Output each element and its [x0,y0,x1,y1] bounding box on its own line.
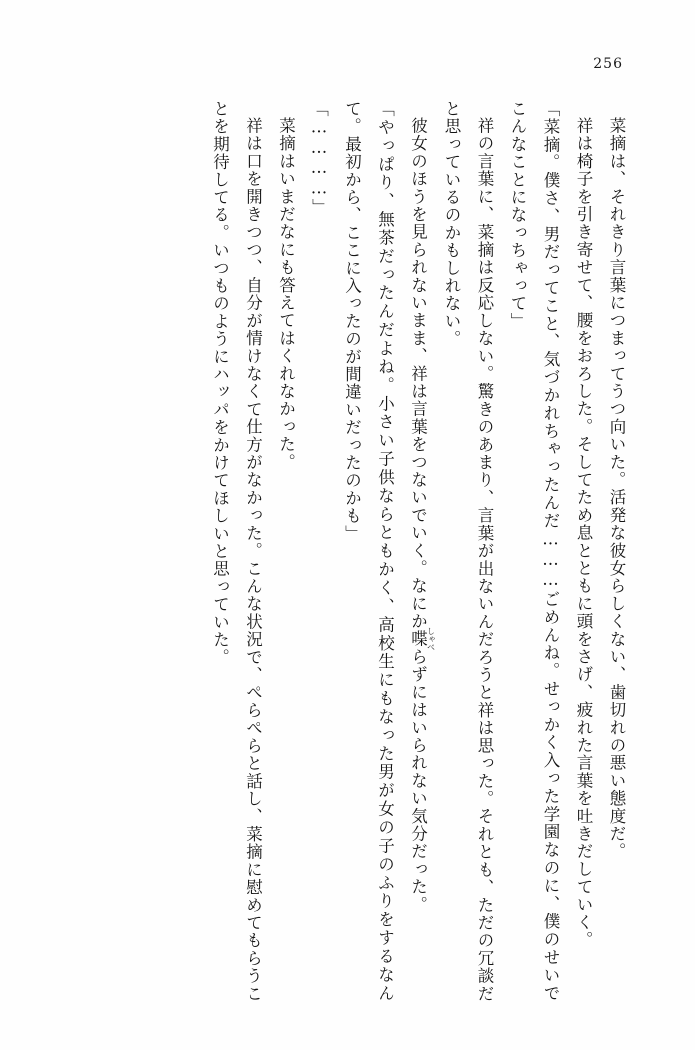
page-body-text [62,100,633,1002]
paragraph-3: 「菜摘。僕さ、男だってこと、気づかれちゃったんだ………ごめんね。せっかく入った学園なのに、僕のせいでこんなことになっちゃって」 [508,100,560,1002]
paragraph-6: 「やっぱり、無茶だったんだよね。小さい子供ならともかく、高校生にもなった男が女の子のふりをするなんて。最初から、ここに入ったのが間違いだったのかも」 [342,100,395,1002]
paragraph-4: 祥の言葉に、菜摘は反応しない。驚きのあまり、言葉が出ないんだろうと祥は思った。それとも、ただの冗談だと思っているのかもしれない。 [442,100,494,1002]
paragraph-2: 祥は椅子を引き寄せて、腰をおろした。そしてため息とともに頭をさげ、疲れた言葉を吐きだしていく。 [574,116,593,949]
page-number: 256 [593,56,623,72]
ruby-annotation: 喋 しゃべ [408,626,436,651]
paragraph-9: 祥は口を開きつつ、自分が情けなくて仕方がなかった。こんな状況で、ぺらぺらと話し、菜摘に慰めてもらうことを期待してる。いつものようにハッパをかけてほしいと思っていた。 [210,100,263,1002]
paragraph-5: 彼女のほうを見られないまま、祥は言葉をつないでいく。なにか喋 しゃべらずにはいられない気分だった。 [408,116,436,914]
paragraph-8: 菜摘はいまだなにも答えてはくれなかった。 [276,116,296,471]
paragraph-7: 「…………」 [309,100,329,217]
paragraph-1: 菜摘は、それきり言葉につまってうつ向いた。活発な彼女らしくない、歯切れの悪い態度だ。 [607,116,626,860]
